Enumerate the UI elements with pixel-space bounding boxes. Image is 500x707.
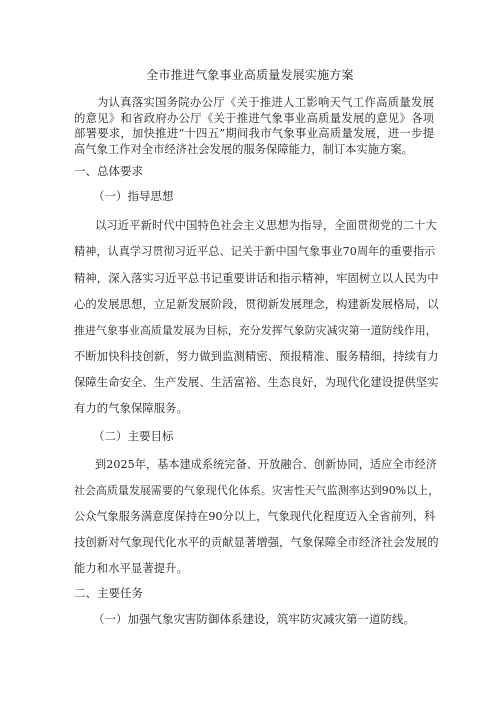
- paragraph-line: 以习近平新时代中国特色社会主义思想为指导，全面贯彻党的二十大: [95, 219, 437, 232]
- paragraph-line: 到2025年，基本建成系统完备、开放融合、创新协同，适应全市经济: [95, 458, 438, 471]
- paragraph-line: 能力和水平显著提升。: [74, 562, 188, 575]
- paragraph-line: 技创新对气象现代化水平的贡献显著增强，气象保障全市经济社会发展的: [74, 536, 439, 549]
- subsection-heading-guiding-ideology: （一）指导思想: [93, 189, 174, 203]
- section-heading-main-tasks: 二、主要任务: [74, 586, 143, 600]
- paragraph-line: 精神，认真学习贯彻习近平总、记关于新中国气象事业70周年的重要指示: [74, 245, 436, 258]
- section-heading-general-requirements: 一、总体要求: [74, 164, 143, 178]
- document-title: 全市推进气象事业高质量发展实施方案: [146, 68, 354, 82]
- paragraph-line: 社会高质量发展需要的气象现代化体系。灾害性天气监测率达到90%以上，: [74, 484, 440, 497]
- subsection-heading-main-goals: （二）主要目标: [93, 429, 174, 443]
- intro-paragraph: 为认真落实国务院办公厅《关于推进人工影响天气工作高质量发展的意见》和省政府办公厅《关于推进气象事业高质量发展的意见》各项部署要求，加快推进“十四五”期间我市气象事业高质量发展，进一步提高气象工作对全市经济社会发展的服务保障能力，制订本实施方案。: [74, 96, 434, 156]
- subsection-heading-disaster-defense: （一）加强气象灾害防御体系建设，筑牢防灾减灾第一道防线。: [93, 612, 415, 626]
- paragraph-line: 精神，深入落实习近平总书记重要讲话和指示精神，牢固树立以人民为中: [74, 272, 439, 285]
- paragraph-line: 公众气象服务满意度保持在90分以上，气象现代化程度迈入全省前列，科: [74, 510, 436, 523]
- paragraph-line: 推进气象事业高质量发展为目标，充分发挥气象防灾减灾第一道防线作用，: [74, 324, 437, 337]
- paragraph-line: 有力的气象保障服务。: [74, 402, 188, 415]
- paragraph-line: 保障生命安全、生产发展、生活富裕、生态良好，为现代化建设提供坚实: [74, 376, 439, 389]
- paragraph-line: 不断加快科技创新，努力做到监测精密、预报精准、服务精细，持续有力: [74, 350, 439, 363]
- paragraph-line: 心的发展思想，立足新发展阶段，贯彻新发展理念，构建新发展格局，以: [74, 298, 439, 311]
